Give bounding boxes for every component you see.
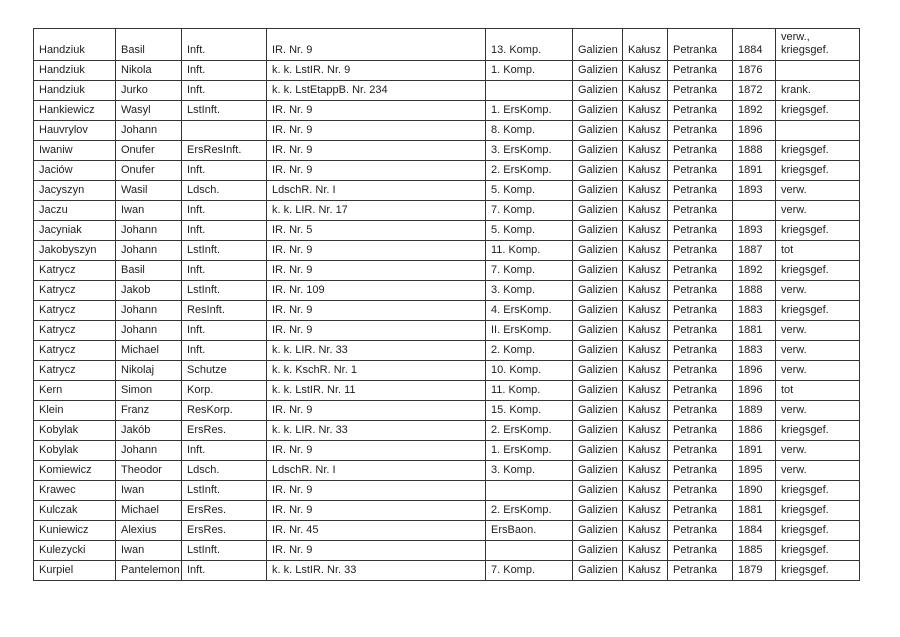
cell-company: 3. Komp. <box>486 281 573 301</box>
cell-crownland: Galizien <box>573 321 623 341</box>
cell-district: Kałusz <box>623 561 668 581</box>
cell-place: Petranka <box>668 181 733 201</box>
cell-place: Petranka <box>668 161 733 181</box>
cell-status: tot <box>776 381 860 401</box>
cell-given: Nikola <box>116 61 182 81</box>
cell-status: kriegsgef. <box>776 141 860 161</box>
cell-company: 8. Komp. <box>486 121 573 141</box>
table-row <box>34 461 860 481</box>
cell-place: Petranka <box>668 481 733 501</box>
cell-rank: ErsRes. <box>182 421 267 441</box>
cell-crownland: Galizien <box>573 261 623 281</box>
cell-status: verw. <box>776 201 860 221</box>
cell-given: Simon <box>116 381 182 401</box>
table-row <box>34 181 860 201</box>
cell-company: II. ErsKomp. <box>486 321 573 341</box>
cell-unit: k. k. LstIR. Nr. 9 <box>267 61 486 81</box>
cell-year: 1885 <box>733 541 776 561</box>
table-row <box>34 521 860 541</box>
cell-year: 1881 <box>733 321 776 341</box>
cell-year: 1889 <box>733 401 776 421</box>
cell-crownland: Galizien <box>573 181 623 201</box>
cell-rank: Inft. <box>182 261 267 281</box>
cell-status: krank. <box>776 81 860 101</box>
cell-place: Petranka <box>668 461 733 481</box>
cell-given: Michael <box>116 341 182 361</box>
cell-given: Iwan <box>116 481 182 501</box>
cell-rank: Inft. <box>182 61 267 81</box>
cell-district: Kałusz <box>623 181 668 201</box>
cell-year: 1883 <box>733 341 776 361</box>
cell-rank: ResInft. <box>182 301 267 321</box>
cell-status: kriegsgef. <box>776 101 860 121</box>
cell-surname: Katrycz <box>34 261 116 281</box>
cell-place: Petranka <box>668 261 733 281</box>
cell-status: kriegsgef. <box>776 261 860 281</box>
cell-year: 1872 <box>733 81 776 101</box>
cell-year: 1890 <box>733 481 776 501</box>
cell-year: 1891 <box>733 161 776 181</box>
cell-year: 1893 <box>733 181 776 201</box>
cell-company: 2. Komp. <box>486 341 573 361</box>
cell-company: 15. Komp. <box>486 401 573 421</box>
cell-rank: Inft. <box>182 201 267 221</box>
cell-given: Johann <box>116 241 182 261</box>
cell-crownland: Galizien <box>573 81 623 101</box>
cell-unit: IR. Nr. 9 <box>267 541 486 561</box>
cell-given: Alexius <box>116 521 182 541</box>
cell-company: 1. Komp. <box>486 61 573 81</box>
cell-rank: Korp. <box>182 381 267 401</box>
table-row <box>34 421 860 441</box>
cell-surname: Kuniewicz <box>34 521 116 541</box>
table-row <box>34 541 860 561</box>
cell-rank: ErsRes. <box>182 521 267 541</box>
cell-company: 7. Komp. <box>486 261 573 281</box>
cell-place: Petranka <box>668 29 733 61</box>
cell-place: Petranka <box>668 321 733 341</box>
cell-year <box>733 201 776 221</box>
cell-district: Kałusz <box>623 421 668 441</box>
table-row <box>34 401 860 421</box>
cell-given: Onufer <box>116 141 182 161</box>
cell-year: 1888 <box>733 281 776 301</box>
cell-company: 3. ErsKomp. <box>486 141 573 161</box>
cell-rank: Inft. <box>182 81 267 101</box>
cell-place: Petranka <box>668 241 733 261</box>
table-row <box>34 241 860 261</box>
table-row <box>34 321 860 341</box>
cell-unit: IR. Nr. 9 <box>267 29 486 61</box>
cell-place: Petranka <box>668 341 733 361</box>
cell-status: kriegsgef. <box>776 501 860 521</box>
cell-given: Franz <box>116 401 182 421</box>
cell-year: 1884 <box>733 29 776 61</box>
cell-crownland: Galizien <box>573 361 623 381</box>
cell-status: verw. <box>776 181 860 201</box>
cell-surname: Kern <box>34 381 116 401</box>
cell-status: verw. <box>776 401 860 421</box>
cell-rank: Inft. <box>182 29 267 61</box>
cell-district: Kałusz <box>623 221 668 241</box>
table-row <box>34 141 860 161</box>
cell-place: Petranka <box>668 441 733 461</box>
cell-rank: Inft. <box>182 441 267 461</box>
cell-crownland: Galizien <box>573 381 623 401</box>
cell-company: 3. Komp. <box>486 461 573 481</box>
table-row <box>34 341 860 361</box>
cell-place: Petranka <box>668 381 733 401</box>
cell-status <box>776 121 860 141</box>
cell-crownland: Galizien <box>573 121 623 141</box>
cell-status: verw., kriegsgef. <box>776 29 860 61</box>
cell-year: 1891 <box>733 441 776 461</box>
cell-crownland: Galizien <box>573 401 623 421</box>
cell-surname: Kurpiel <box>34 561 116 581</box>
cell-surname: Jaczu <box>34 201 116 221</box>
cell-rank: LstInft. <box>182 101 267 121</box>
cell-surname: Katrycz <box>34 341 116 361</box>
cell-year: 1883 <box>733 301 776 321</box>
cell-given: Nikolaj <box>116 361 182 381</box>
table-row <box>34 101 860 121</box>
cell-unit: IR. Nr. 9 <box>267 301 486 321</box>
cell-crownland: Galizien <box>573 29 623 61</box>
cell-district: Kałusz <box>623 521 668 541</box>
cell-status: kriegsgef. <box>776 301 860 321</box>
cell-crownland: Galizien <box>573 221 623 241</box>
table-row <box>34 161 860 181</box>
cell-surname: Kulczak <box>34 501 116 521</box>
table-row <box>34 201 860 221</box>
cell-crownland: Galizien <box>573 441 623 461</box>
cell-status: verw. <box>776 341 860 361</box>
cell-crownland: Galizien <box>573 341 623 361</box>
cell-crownland: Galizien <box>573 161 623 181</box>
cell-crownland: Galizien <box>573 421 623 441</box>
cell-surname: Handziuk <box>34 61 116 81</box>
cell-district: Kałusz <box>623 101 668 121</box>
cell-company: 2. ErsKomp. <box>486 501 573 521</box>
cell-status: verw. <box>776 281 860 301</box>
cell-given: Johann <box>116 441 182 461</box>
cell-crownland: Galizien <box>573 481 623 501</box>
cell-district: Kałusz <box>623 121 668 141</box>
cell-surname: Krawec <box>34 481 116 501</box>
cell-given: Onufer <box>116 161 182 181</box>
cell-given: Jakob <box>116 281 182 301</box>
cell-unit: IR. Nr. 9 <box>267 481 486 501</box>
cell-crownland: Galizien <box>573 141 623 161</box>
cell-given: Theodor <box>116 461 182 481</box>
record-table-body <box>34 29 860 581</box>
cell-rank: Inft. <box>182 221 267 241</box>
cell-given: Johann <box>116 321 182 341</box>
table-row <box>34 221 860 241</box>
cell-company <box>486 81 573 101</box>
cell-district: Kałusz <box>623 361 668 381</box>
table-row <box>34 481 860 501</box>
cell-given: Pantelemon <box>116 561 182 581</box>
cell-surname: Katrycz <box>34 361 116 381</box>
cell-status: kriegsgef. <box>776 221 860 241</box>
cell-surname: Jacyniak <box>34 221 116 241</box>
cell-company: 13. Komp. <box>486 29 573 61</box>
cell-district: Kałusz <box>623 201 668 221</box>
cell-district: Kałusz <box>623 261 668 281</box>
cell-year: 1895 <box>733 461 776 481</box>
cell-status: verw. <box>776 461 860 481</box>
cell-company: 11. Komp. <box>486 381 573 401</box>
cell-unit: IR. Nr. 9 <box>267 241 486 261</box>
cell-place: Petranka <box>668 281 733 301</box>
cell-rank: LstInft. <box>182 241 267 261</box>
table-row <box>34 81 860 101</box>
cell-district: Kałusz <box>623 481 668 501</box>
cell-surname: Katrycz <box>34 281 116 301</box>
cell-place: Petranka <box>668 361 733 381</box>
table-row <box>34 501 860 521</box>
cell-rank: LstInft. <box>182 541 267 561</box>
cell-district: Kałusz <box>623 301 668 321</box>
table-row <box>34 561 860 581</box>
cell-year: 1896 <box>733 121 776 141</box>
cell-district: Kałusz <box>623 81 668 101</box>
cell-year: 1886 <box>733 421 776 441</box>
cell-surname: Jacyszyn <box>34 181 116 201</box>
cell-unit: LdschR. Nr. I <box>267 181 486 201</box>
cell-rank: Inft. <box>182 561 267 581</box>
cell-place: Petranka <box>668 121 733 141</box>
cell-surname: Kulezycki <box>34 541 116 561</box>
cell-unit: IR. Nr. 45 <box>267 521 486 541</box>
cell-given: Jakób <box>116 421 182 441</box>
cell-year: 1892 <box>733 261 776 281</box>
table-row <box>34 441 860 461</box>
cell-company: 5. Komp. <box>486 181 573 201</box>
cell-surname: Handziuk <box>34 81 116 101</box>
cell-given: Johann <box>116 121 182 141</box>
cell-rank <box>182 121 267 141</box>
cell-place: Petranka <box>668 221 733 241</box>
cell-district: Kałusz <box>623 401 668 421</box>
cell-crownland: Galizien <box>573 521 623 541</box>
cell-unit: IR. Nr. 109 <box>267 281 486 301</box>
cell-crownland: Galizien <box>573 201 623 221</box>
cell-given: Iwan <box>116 201 182 221</box>
cell-year: 1896 <box>733 361 776 381</box>
cell-unit: IR. Nr. 9 <box>267 141 486 161</box>
cell-unit: k. k. KschR. Nr. 1 <box>267 361 486 381</box>
cell-rank: LstInft. <box>182 281 267 301</box>
cell-unit: LdschR. Nr. I <box>267 461 486 481</box>
cell-place: Petranka <box>668 401 733 421</box>
cell-status: kriegsgef. <box>776 421 860 441</box>
cell-company: 7. Komp. <box>486 201 573 221</box>
cell-unit: k. k. LstIR. Nr. 11 <box>267 381 486 401</box>
cell-company: ErsBaon. <box>486 521 573 541</box>
table-row <box>34 361 860 381</box>
cell-company: 4. ErsKomp. <box>486 301 573 321</box>
cell-surname: Jaciów <box>34 161 116 181</box>
cell-district: Kałusz <box>623 321 668 341</box>
cell-place: Petranka <box>668 141 733 161</box>
cell-company: 5. Komp. <box>486 221 573 241</box>
cell-unit: IR. Nr. 9 <box>267 401 486 421</box>
cell-year: 1888 <box>733 141 776 161</box>
cell-district: Kałusz <box>623 29 668 61</box>
cell-place: Petranka <box>668 501 733 521</box>
cell-surname: Kobylak <box>34 441 116 461</box>
cell-place: Petranka <box>668 541 733 561</box>
cell-unit: k. k. LIR. Nr. 33 <box>267 421 486 441</box>
cell-given: Basil <box>116 261 182 281</box>
cell-year: 1893 <box>733 221 776 241</box>
cell-company <box>486 481 573 501</box>
cell-surname: Komiewicz <box>34 461 116 481</box>
cell-crownland: Galizien <box>573 561 623 581</box>
table-row <box>34 281 860 301</box>
cell-unit: IR. Nr. 9 <box>267 121 486 141</box>
cell-rank: Ldsch. <box>182 181 267 201</box>
cell-given: Jurko <box>116 81 182 101</box>
cell-rank: LstInft. <box>182 481 267 501</box>
cell-rank: ResKorp. <box>182 401 267 421</box>
military-record-table <box>33 28 860 581</box>
cell-unit: IR. Nr. 5 <box>267 221 486 241</box>
cell-unit: IR. Nr. 9 <box>267 261 486 281</box>
cell-year: 1879 <box>733 561 776 581</box>
cell-unit: k. k. LstEtappB. Nr. 234 <box>267 81 486 101</box>
cell-surname: Katrycz <box>34 301 116 321</box>
cell-year: 1884 <box>733 521 776 541</box>
cell-company: 1. ErsKomp. <box>486 441 573 461</box>
cell-district: Kałusz <box>623 541 668 561</box>
cell-crownland: Galizien <box>573 301 623 321</box>
cell-status: kriegsgef. <box>776 521 860 541</box>
cell-status: kriegsgef. <box>776 561 860 581</box>
cell-place: Petranka <box>668 61 733 81</box>
cell-place: Petranka <box>668 301 733 321</box>
cell-rank: Schutze <box>182 361 267 381</box>
table-row <box>34 29 860 61</box>
cell-place: Petranka <box>668 421 733 441</box>
cell-place: Petranka <box>668 201 733 221</box>
cell-surname: Iwaniw <box>34 141 116 161</box>
cell-district: Kałusz <box>623 461 668 481</box>
cell-given: Basil <box>116 29 182 61</box>
cell-crownland: Galizien <box>573 501 623 521</box>
cell-surname: Katrycz <box>34 321 116 341</box>
cell-given: Wasil <box>116 181 182 201</box>
cell-district: Kałusz <box>623 61 668 81</box>
cell-year: 1896 <box>733 381 776 401</box>
cell-company: 7. Komp. <box>486 561 573 581</box>
cell-place: Petranka <box>668 561 733 581</box>
cell-status: kriegsgef. <box>776 541 860 561</box>
cell-place: Petranka <box>668 101 733 121</box>
cell-rank: ErsResInft. <box>182 141 267 161</box>
cell-company: 2. ErsKomp. <box>486 421 573 441</box>
cell-unit: k. k. LIR. Nr. 17 <box>267 201 486 221</box>
cell-district: Kałusz <box>623 141 668 161</box>
cell-rank: Inft. <box>182 321 267 341</box>
cell-given: Johann <box>116 301 182 321</box>
cell-company: 11. Komp. <box>486 241 573 261</box>
table-row <box>34 301 860 321</box>
cell-surname: Hauvrylov <box>34 121 116 141</box>
cell-unit: IR. Nr. 9 <box>267 501 486 521</box>
cell-surname: Klein <box>34 401 116 421</box>
cell-company: 2. ErsKomp. <box>486 161 573 181</box>
cell-company: 1. ErsKomp. <box>486 101 573 121</box>
cell-district: Kałusz <box>623 161 668 181</box>
cell-place: Petranka <box>668 81 733 101</box>
cell-status <box>776 61 860 81</box>
cell-district: Kałusz <box>623 341 668 361</box>
table-row <box>34 381 860 401</box>
cell-crownland: Galizien <box>573 541 623 561</box>
cell-unit: k. k. LIR. Nr. 33 <box>267 341 486 361</box>
cell-crownland: Galizien <box>573 101 623 121</box>
cell-year: 1887 <box>733 241 776 261</box>
cell-surname: Kobylak <box>34 421 116 441</box>
cell-given: Iwan <box>116 541 182 561</box>
cell-crownland: Galizien <box>573 241 623 261</box>
cell-given: Johann <box>116 221 182 241</box>
cell-status: verw. <box>776 441 860 461</box>
cell-company: 10. Komp. <box>486 361 573 381</box>
cell-place: Petranka <box>668 521 733 541</box>
cell-rank: Inft. <box>182 161 267 181</box>
table-row <box>34 61 860 81</box>
cell-unit: IR. Nr. 9 <box>267 161 486 181</box>
cell-given: Michael <box>116 501 182 521</box>
cell-status: kriegsgef. <box>776 481 860 501</box>
cell-surname: Handziuk <box>34 29 116 61</box>
cell-surname: Jakobyszyn <box>34 241 116 261</box>
cell-crownland: Galizien <box>573 281 623 301</box>
cell-surname: Hankiewicz <box>34 101 116 121</box>
cell-year: 1881 <box>733 501 776 521</box>
table-row <box>34 261 860 281</box>
cell-unit: k. k. LstIR. Nr. 33 <box>267 561 486 581</box>
cell-status: tot <box>776 241 860 261</box>
cell-rank: ErsRes. <box>182 501 267 521</box>
cell-district: Kałusz <box>623 281 668 301</box>
cell-district: Kałusz <box>623 381 668 401</box>
cell-year: 1892 <box>733 101 776 121</box>
cell-rank: Ldsch. <box>182 461 267 481</box>
cell-crownland: Galizien <box>573 61 623 81</box>
cell-status: verw. <box>776 321 860 341</box>
cell-given: Wasyl <box>116 101 182 121</box>
cell-status: verw. <box>776 361 860 381</box>
cell-unit: IR. Nr. 9 <box>267 441 486 461</box>
cell-district: Kałusz <box>623 241 668 261</box>
cell-district: Kałusz <box>623 441 668 461</box>
cell-unit: IR. Nr. 9 <box>267 101 486 121</box>
table-row <box>34 121 860 141</box>
cell-unit: IR. Nr. 9 <box>267 321 486 341</box>
cell-rank: Inft. <box>182 341 267 361</box>
cell-company <box>486 541 573 561</box>
cell-crownland: Galizien <box>573 461 623 481</box>
cell-year: 1876 <box>733 61 776 81</box>
cell-status: kriegsgef. <box>776 161 860 181</box>
cell-district: Kałusz <box>623 501 668 521</box>
